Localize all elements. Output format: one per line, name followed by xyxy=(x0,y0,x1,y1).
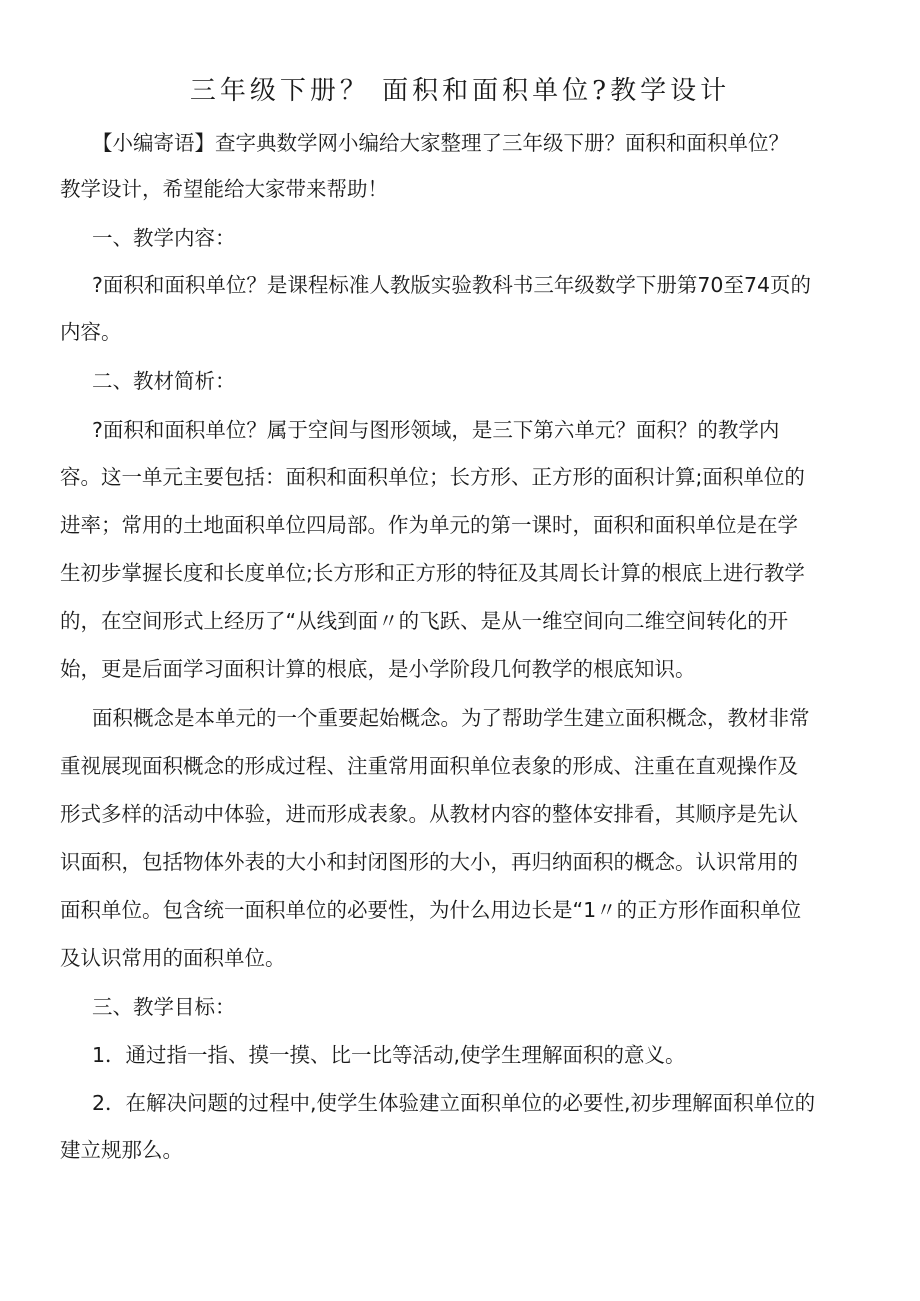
analysis-line-6: 始，更是后面学习面积计算的根底，是小学阶段几何教学的根底知识。 xyxy=(60,657,696,681)
analysis-line-3: 进率；常用的土地面积单位四局部。作为单元的第一课时，面积和面积单位是在学 xyxy=(60,513,798,537)
concept-line-2: 重视展现面积概念的形成过程、注重常用面积单位表象的形成、注重在直观操作及 xyxy=(60,754,798,778)
section-heading-content: 一、教学内容： xyxy=(92,226,236,250)
document-title: 三年级下册？ 面积和面积单位?教学设计 xyxy=(189,76,731,106)
concept-line-6: 及认识常用的面积单位。 xyxy=(60,946,286,970)
analysis-line-1: ?面积和面积单位？属于空间与图形领域，是三下第六单元？面积？的教学内 xyxy=(92,418,780,442)
analysis-line-5: 的，在空间形式上经历了“从线到面〃的飞跃、是从一维空间向二维空间转化的开 xyxy=(60,609,789,633)
intro-line-1: 【小编寄语】查字典数学网小编给大家整理了三年级下册？面积和面积单位？ xyxy=(92,131,789,155)
concept-line-5: 面积单位。包含统一面积单位的必要性，为什么用边长是“1〃的正方形作面积单位 xyxy=(60,898,802,922)
concept-line-3: 形式多样的活动中体验，进而形成表象。从教材内容的整体安排看，其顺序是先认 xyxy=(60,802,798,826)
intro-line-2: 教学设计，希望能给大家带来帮助！ xyxy=(60,177,388,201)
content-line-2: 内容。 xyxy=(60,320,122,344)
analysis-line-2: 容。这一单元主要包括：面积和面积单位；长方形、正方形的面积计算;面积单位的 xyxy=(60,465,805,489)
content-line-1: ?面积和面积单位？是课程标准人教版实验教科书三年级数学下册第70至74页的 xyxy=(92,273,812,297)
section-heading-analysis: 二、教材简析： xyxy=(92,369,236,393)
concept-line-1: 面积概念是本单元的一个重要起始概念。为了帮助学生建立面积概念，教材非常 xyxy=(92,706,810,730)
goal-item-1: 1．通过指一指、摸一摸、比一比等活动,使学生理解面积的意义。 xyxy=(92,1043,686,1067)
concept-line-4: 识面积，包括物体外表的大小和封闭图形的大小，再归纳面积的概念。认识常用的 xyxy=(60,850,798,874)
section-heading-goals: 三、教学目标： xyxy=(92,995,236,1019)
goal-item-2-line-2: 建立规那么。 xyxy=(60,1138,183,1162)
goal-item-2-line-1: 2．在解决问题的过程中,使学生体验建立面积单位的必要性,初步理解面积单位的 xyxy=(92,1091,816,1115)
analysis-line-4: 生初步掌握长度和长度单位;长方形和正方形的特征及其周长计算的根底上进行教学 xyxy=(60,561,805,585)
